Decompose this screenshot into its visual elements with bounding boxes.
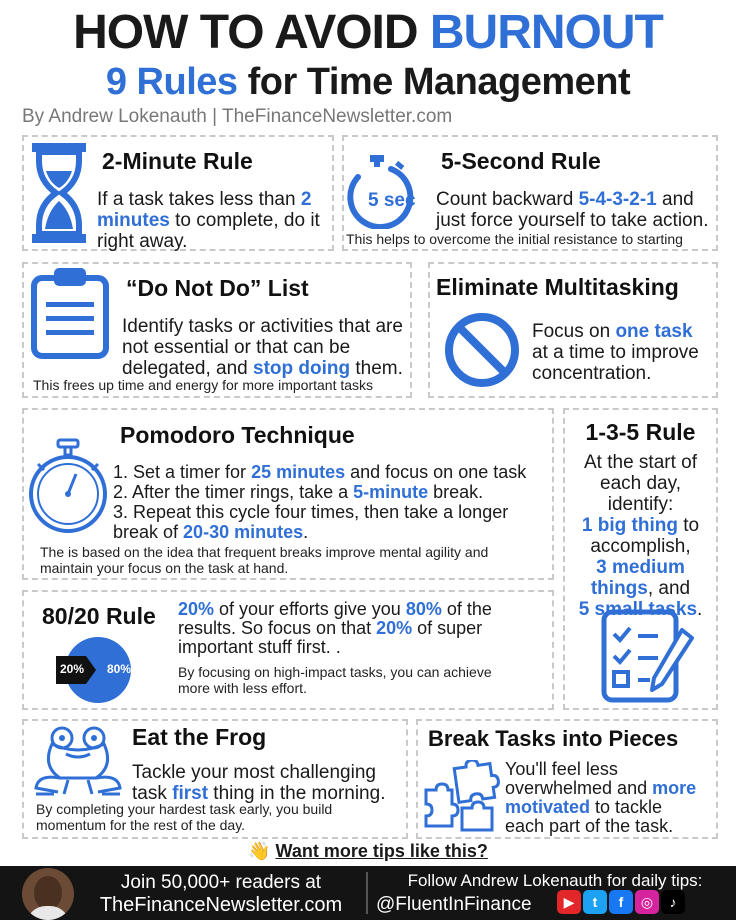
pieces-text: You'll feel less overwhelmed and more motivated to tackle each part of the task. bbox=[505, 759, 697, 836]
hourglass-icon bbox=[30, 141, 88, 245]
pie-big-label: 80% bbox=[107, 662, 132, 676]
puzzle-icon bbox=[422, 760, 502, 832]
multitasking-text: Focus on one task at a time to improve concentration. bbox=[532, 321, 699, 384]
one-three-five-text: At the start of each day, identify: 1 big thing to accomplish, 3 medium things, and 5 small tasks. bbox=[578, 452, 703, 620]
page-subtitle: 9 Rules for Time Management bbox=[105, 61, 631, 103]
pomodoro-title: Pomodoro Technique bbox=[120, 422, 355, 448]
pie-small-label: 20% bbox=[60, 662, 85, 676]
eighty-twenty-title: 80/20 Rule bbox=[42, 603, 156, 629]
frog-note: By completing your hardest task early, you build momentum for the rest of the day. bbox=[36, 801, 333, 833]
frog-title: Eat the Frog bbox=[132, 724, 267, 750]
checklist-pencil-icon bbox=[600, 608, 696, 704]
clipboard-icon bbox=[30, 264, 110, 360]
pieces-title: Break Tasks into Pieces bbox=[428, 726, 679, 751]
cta-text: Want more tips like this? bbox=[275, 841, 488, 861]
no-sign-icon bbox=[444, 312, 520, 388]
footer-follow: Follow Andrew Lokenauth for daily tips: bbox=[407, 871, 703, 890]
do-not-do-note: This frees up time and energy for more important tasks bbox=[33, 377, 374, 393]
instagram-icon[interactable]: ◎ bbox=[635, 890, 659, 914]
footer bbox=[0, 866, 736, 920]
twitter-icon[interactable]: t bbox=[583, 890, 607, 914]
footer-left[interactable]: Join 50,000+ readers at TheFinanceNewsletter.com bbox=[99, 872, 343, 916]
two-minute-text: If a task takes less than 2 minutes to complete, do it right away. bbox=[97, 189, 320, 252]
footer-handle[interactable]: @FluentInFinance bbox=[376, 894, 532, 915]
title-highlight: BURNOUT bbox=[429, 6, 663, 59]
eighty-twenty-text: 20% of your efforts give you 80% of the results. So focus on that 20% of super important stuff first. . bbox=[178, 599, 492, 657]
footer-divider bbox=[366, 872, 368, 914]
wave-emoji: 👋 bbox=[248, 841, 271, 861]
author-avatar bbox=[22, 868, 74, 920]
byline: By Andrew Lokenauth | TheFinanceNewsletter.com bbox=[22, 106, 453, 127]
five-sec-icon-label: 5 sec bbox=[368, 190, 416, 211]
facebook-icon[interactable]: f bbox=[609, 890, 633, 914]
pomodoro-note: The is based on the idea that frequent breaks improve mental agility and maintain your focus on the task at hand. bbox=[40, 544, 489, 576]
do-not-do-text: Identify tasks or activities that are not essential or that can be delegated, and stop doing them. bbox=[122, 316, 403, 379]
subtitle-highlight: 9 Rules bbox=[105, 61, 238, 103]
tiktok-icon[interactable]: ♪ bbox=[661, 890, 685, 914]
five-second-title: 5-Second Rule bbox=[441, 148, 601, 174]
stopwatch-icon bbox=[26, 438, 110, 538]
page-title: HOW TO AVOID BURNOUT bbox=[73, 6, 663, 59]
frog-icon bbox=[28, 722, 128, 800]
five-second-note: This helps to overcome the initial resistance to starting bbox=[346, 231, 683, 247]
frog-text: Tackle your most challenging task first thing in the morning. bbox=[132, 762, 386, 804]
do-not-do-title: “Do Not Do” List bbox=[126, 275, 309, 301]
one-three-five-title: 1-3-5 Rule bbox=[585, 419, 696, 445]
youtube-icon[interactable]: ▶ bbox=[557, 890, 581, 914]
two-minute-title: 2-Minute Rule bbox=[102, 148, 253, 174]
cta-link[interactable] bbox=[0, 841, 736, 862]
pomodoro-steps: 1. Set a timer for 25 minutes and focus on one task 2. After the timer rings, take a 5-minute break. 3. Repeat this cycle four times, then take a longer break of 20-30 minutes. bbox=[113, 462, 527, 542]
multitasking-title: Eliminate Multitasking bbox=[436, 274, 679, 300]
eighty-twenty-note: By focusing on high-impact tasks, you can achieve more with less effort. bbox=[178, 664, 492, 696]
five-second-text: Count backward 5-4-3-2-1 and just force yourself to take action. bbox=[436, 189, 709, 231]
